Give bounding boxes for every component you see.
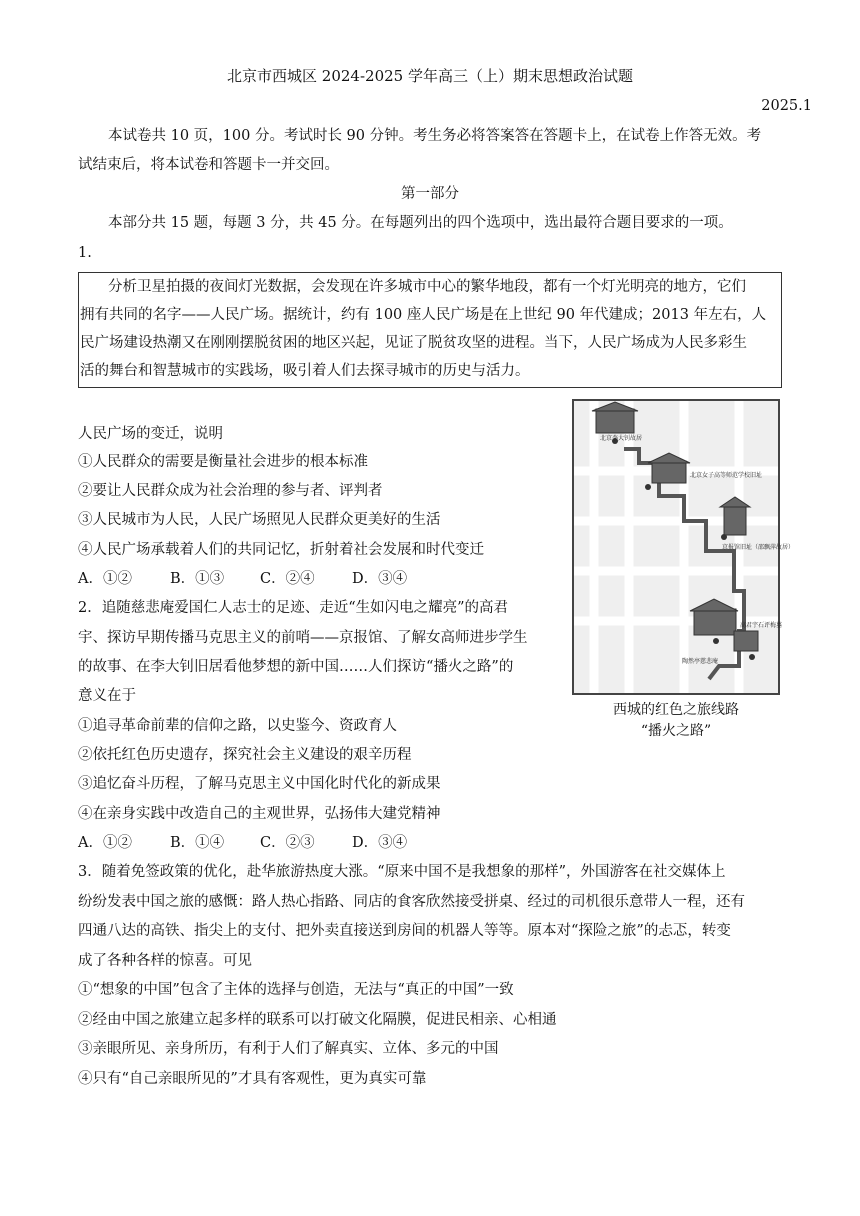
q1-material-line: 拥有共同的名字——人民广场。据统计，约有 100 座人民广场是在上世纪 90 年代建成；2013 年左右，人 [80,307,767,323]
q1-stem: 人民广场的变迁，说明 [78,426,223,442]
page-title: 北京市西城区 2024-2025 学年高三（上）期末思想政治试题 [227,67,633,85]
q1-statement: ①人民群众的需要是衡量社会进步的根本标准 [78,454,368,470]
part-instruction: 本部分共 15 题，每题 3 分，共 45 分。在每题列出的四个选项中，选出最符合题目要求的一项。 [108,215,733,231]
q1-option-c[interactable]: C．②④ [260,571,315,587]
exam-date: 2025.1 [761,98,812,114]
q2-stem-line: 2．追随慈悲庵爱国仁人志士的足迹、走近“生如闪电之耀亮”的高君 [78,600,509,616]
q3-stem-line: 纷纷发表中国之旅的感慨：路人热心指路、同店的食客欣然接受拼桌、经过的司机很乐意带人一程，还有 [78,894,745,910]
q1-option-b[interactable]: B．①③ [170,571,225,587]
figure-caption-line-2: “播火之路” [640,723,712,739]
q2-stem-line: 宇、探访早期传播马克思主义的前哨——京报馆、了解女高师进步学生 [78,630,528,646]
q2-statement: ④在亲身实践中改造自己的主观世界，弘扬伟大建党精神 [78,806,441,822]
intro-line-1: 本试卷共 10 页，100 分。考试时长 90 分钟。考生务必将答案答在答题卡上，在试卷上作答无效。考 [108,128,762,144]
q1-options [78,569,407,589]
q2-option-b[interactable]: B．①④ [170,835,225,851]
q1-material-line: 分析卫星拍摄的夜间灯光数据，会发现在许多城市中心的繁华地段，都有一个灯光明亮的地方，它们 [108,279,746,295]
q2-option-a[interactable]: A．①② [78,835,132,851]
map-label: 北京李大钊故居 [600,435,643,442]
part-title: 第一部分 [401,186,459,202]
q2-statement: ②依托红色历史遗存，探究社会主义建设的艰辛历程 [78,747,412,763]
red-route-map [572,399,795,695]
q2-statement: ③追忆奋斗历程，了解马克思主义中国化时代化的新成果 [78,776,441,792]
q1-material-line: 活的舞台和智慧城市的实践场，吸引着人们去探寻城市的历史与活力。 [80,363,530,379]
q3-statement: ②经由中国之旅建立起多样的联系可以打破文化隔膜，促进民相亲、心相通 [78,1012,557,1028]
figure-caption-line-1: 西城的红色之旅线路 [613,702,739,718]
q3-statement: ①“想象的中国”包含了主体的选择与创造，无法与“真正的中国”一致 [78,982,514,998]
map-label: 北京女子高等师范学校旧址 [690,472,763,479]
q3-statement: ④只有“自己亲眼所见的”才具有客观性，更为真实可靠 [78,1071,427,1087]
q3-stem-line: 四通八达的高铁、指尖上的支付、把外卖直接送到房间的机器人等等。原本对“探险之旅”的忐忑，转变 [78,923,731,939]
q1-number: 1. [78,245,92,261]
map-label: 京报馆旧址（邵飘萍故居） [722,544,795,551]
q2-options [78,833,407,853]
q1-statement: ④人民广场承载着人们的共同记忆，折射着社会发展和时代变迁 [78,542,484,558]
q1-option-a[interactable]: A．①② [78,571,132,587]
q2-option-c[interactable]: C．②③ [260,835,315,851]
q2-stem-line: 意义在于 [78,688,136,704]
q2-option-d[interactable]: D．③④ [352,835,408,851]
q2-statement: ①追寻革命前辈的信仰之路，以史鉴今、资政育人 [78,718,397,734]
route-map-drawing [574,401,795,693]
q3-stem-line: 成了各种各样的惊喜。可见 [78,953,252,969]
q1-option-d[interactable]: D．③④ [352,571,408,587]
q1-material-line: 民广场建设热潮又在刚刚摆脱贫困的地区兴起，见证了脱贫攻坚的进程。当下，人民广场成为人民多彩生 [80,335,747,351]
q2-stem-line: 的故事、在李大钊旧居看他梦想的新中国……人们探访“播火之路”的 [78,659,514,675]
q1-statement: ②要让人民群众成为社会治理的参与者、评判者 [78,483,383,499]
map-label: 陶然亭慈悲庵 [682,658,719,665]
q1-statement: ③人民城市为人民，人民广场照见人民群众更美好的生活 [78,512,441,528]
intro-line-2: 试结束后，将本试卷和答题卡一并交回。 [78,157,339,173]
map-label: 高君宇石评梅墓 [740,622,783,629]
q3-statement: ③亲眼所见、亲身所历，有利于人们了解真实、立体、多元的中国 [78,1041,499,1057]
q3-stem-line: 3．随着免签政策的优化，赴华旅游热度大涨。“原来中国不是我想象的那样”，外国游客在社交媒体上 [78,864,726,880]
